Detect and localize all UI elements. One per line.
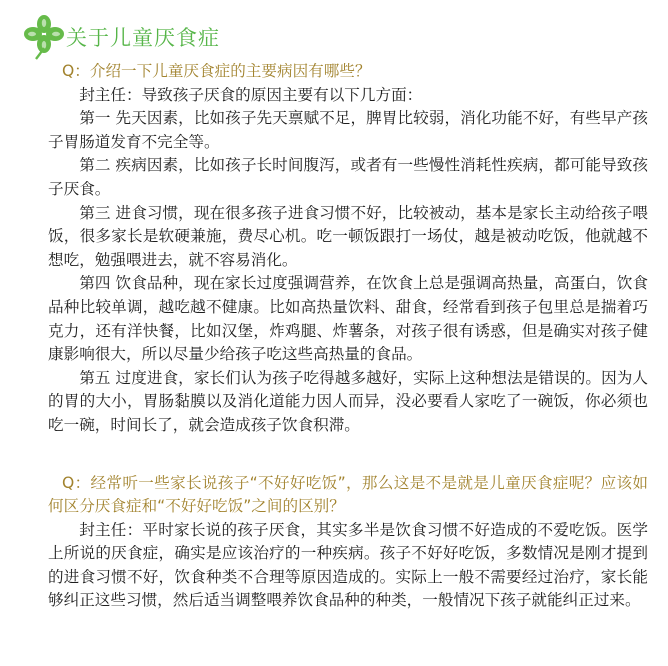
section-spacer [48,438,648,472]
answer-point-5: 第五 过度进食，家长们认为孩子吃得越多越好，实际上这种想法是错误的。因为人的胃的大小，胃肠黏膜以及消化道能力因人而异，没必要看人家吃了一碗饭，你必须也吃一碗，时间长了，就会造成孩子饮食积滞。 [48,368,648,434]
answer-point-2: 第二 疾病因素，比如孩子长时间腹泻，或者有一些慢性消耗性疾病，都可能导致孩子厌食。 [48,156,648,198]
question-2: Q：经常听一些家长说孩子“不好好吃饭”，那么这是不是就是儿童厌食症呢？应该如何区分厌食症和“不好好吃饭”之间的区别？ [48,473,648,516]
article-body [48,60,648,613]
answer-point-4: 第四 饮食品种，现在家长过度强调营养，在饮食上总是强调高热量，高蛋白，饮食品种比较单调，越吃越不健康。比如高热量饮料、甜食，经常看到孩子包里总是揣着巧克力，还有洋快餐，比如汉堡，炸鸡腿、炸薯条，对孩子很有诱惑，但是确实对孩子健康影响很大，所以尽量少给孩子吃这些高热量的食品。 [48,274,648,364]
answer-intro: 封主任：导致孩子厌食的原因主要有以下几方面： [79,85,423,104]
answer-2: 封主任：平时家长说的孩子厌食，其实多半是饮食习惯不好造成的不爱吃饭。医学上所说的厌食症，确实是应该治疗的一种疾病。孩子不好好吃饭，多数情况是刚才提到的进食习惯不好，饮食种类不合理等原因造成的。实际上一般不需要经过治疗，家长能够纠正这些习惯，然后适当调整喂养饮食品种的种类，一般情况下孩子就能纠正过来。 [48,520,648,610]
question-1: Q：介绍一下儿童厌食症的主要病因有哪些？ [62,62,371,80]
page-title: 关于儿童厌食症 [66,26,220,50]
answer-point-1: 第一 先天因素，比如孩子先天禀赋不足，脾胃比较弱，消化功能不好，有些早产孩子胃肠道发育不完全等。 [48,109,648,151]
answer-point-3: 第三 进食习惯，现在很多孩子进食习惯不好，比较被动，基本是家长主动给孩子喂饭，很多家长是软硬兼施，费尽心机。吃一顿饭跟打一场仗，越是被动吃饭，他就越不想吃，勉强喂进去，就不容易消化。 [48,203,648,269]
four-leaf-clover-icon [24,14,64,60]
